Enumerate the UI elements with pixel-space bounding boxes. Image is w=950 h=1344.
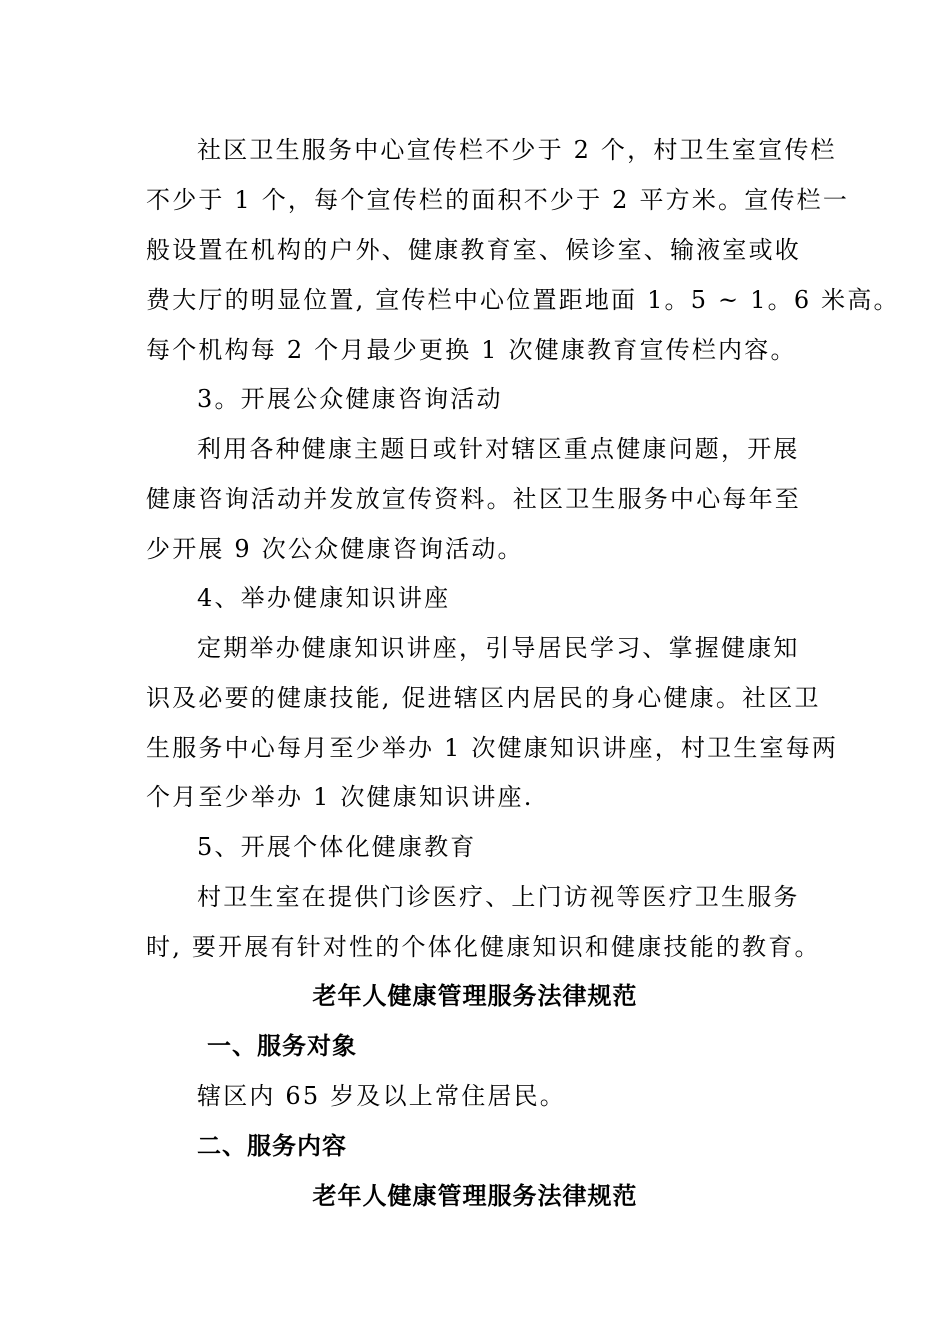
section-title: 老年人健康管理服务法律规范 — [312, 982, 638, 1010]
paragraph-line: 费大厅的明显位置, 宣传栏中心位置距地面 1。5 ~ 1。6 米高。 — [146, 286, 900, 314]
paragraph-line: 辖区内 65 岁及以上常住居民。 — [197, 1082, 566, 1110]
paragraph-line: 生服务中心每月至少举办 1 次健康知识讲座，村卫生室每两 — [146, 734, 839, 762]
subheading: 4、举办健康知识讲座 — [197, 584, 451, 612]
paragraph-line: 时, 要开展有针对性的个体化健康知识和健康技能的教育。 — [146, 933, 821, 961]
paragraph-line: 识及必要的健康技能, 促进辖区内居民的身心健康。社区卫 — [146, 684, 821, 712]
paragraph-line: 社区卫生服务中心宣传栏不少于 2 个，村卫生室宣传栏 — [197, 136, 837, 164]
subheading: 5、开展个体化健康教育 — [197, 833, 477, 861]
paragraph-line: 个月至少举办 1 次健康知识讲座. — [146, 783, 534, 811]
paragraph-line: 般设置在机构的户外、健康教育室、候诊室、输液室或收 — [146, 236, 801, 264]
section-title-repeat: 老年人健康管理服务法律规范 — [312, 1182, 638, 1210]
section-heading: 二、服务内容 — [197, 1132, 347, 1160]
paragraph-line: 利用各种健康主题日或针对辖区重点健康问题，开展 — [197, 435, 800, 463]
paragraph-line: 定期举办健康知识讲座，引导居民学习、掌握健康知 — [197, 634, 800, 662]
section-heading: 一、服务对象 — [207, 1032, 357, 1060]
paragraph-line: 少开展 9 次公众健康咨询活动。 — [146, 535, 524, 563]
subheading: 3。开展公众健康咨询活动 — [197, 385, 503, 413]
paragraph-line: 不少于 1 个，每个宣传栏的面积不少于 2 平方米。宣传栏一 — [146, 186, 850, 214]
paragraph-line: 健康咨询活动并发放宣传资料。社区卫生服务中心每年至 — [146, 485, 801, 513]
paragraph-line: 村卫生室在提供门诊医疗、上门访视等医疗卫生服务 — [197, 883, 800, 911]
paragraph-line: 每个机构每 2 个月最少更换 1 次健康教育宣传栏内容。 — [146, 336, 797, 364]
